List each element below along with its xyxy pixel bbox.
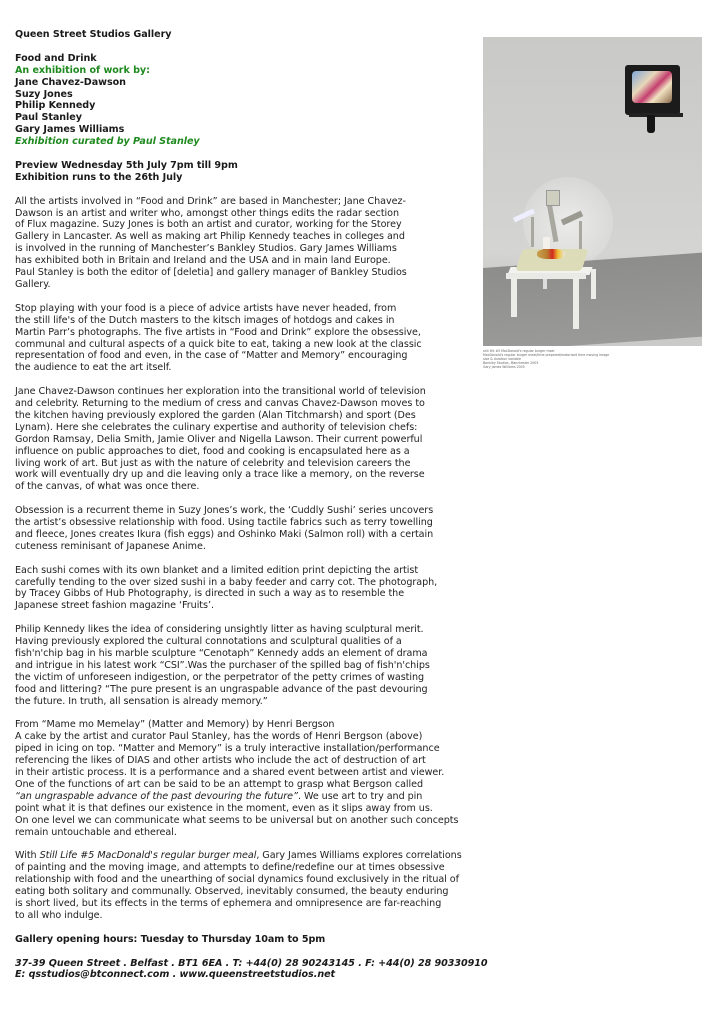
text-line: the future. In truth, all sensation is already memory.” — [15, 695, 268, 707]
artist-name: Jane Chavez-Dawson — [15, 76, 126, 88]
text-line: A cake by the artist and curator Paul Stanley, has the words of Henri Bergson (above) — [15, 731, 423, 743]
text-line: All the artists involved in “Food and Drink” are based in Manchester; Jane Chavez- — [15, 195, 406, 207]
installation-photo — [483, 37, 702, 346]
text-line: communal and cultural aspects of a quick bite to eat, taking a new look at the classic — [15, 338, 422, 350]
caption-line: MacDonald's regular burger meal/time prepared/motorised time moving image — [483, 353, 610, 357]
table-leg — [573, 277, 579, 329]
lamp-stem — [531, 217, 534, 247]
text-line: representation of food and even, in the case of “Matter and Memory” encouraging — [15, 350, 408, 362]
opening-hours: Gallery opening hours: Tuesday to Thursday 10am to 5pm — [15, 933, 326, 945]
exhibition-intro: An exhibition of work by: — [15, 64, 150, 76]
paragraph-chavez-dawson — [15, 386, 485, 493]
caption-line: still life #5 MacDonald's regular burger meal — [483, 349, 555, 353]
text-line: referencing the likes of DIAS and other artists who include the act of destruction of art — [15, 755, 426, 767]
text-fragment: , Gary James Williams explores correlations — [256, 850, 462, 862]
tv-wall-shelf — [629, 113, 683, 117]
text-line: Paul Stanley is both the editor of [deletia] and gallery manager of Bankley Studios — [15, 267, 407, 279]
press-release-text — [15, 29, 488, 981]
text-line: Lynam). Here she celebrates the culinary expertise and authority of television chefs: — [15, 421, 418, 433]
text-line: the artist’s obsessive relationship with food. Using tactile fabrics such as terry towelling — [15, 517, 433, 529]
text-line: Gallery in Lancaster. As well as making art Philip Kennedy teaches in colleges and — [15, 231, 405, 243]
text-line: is involved in the running of Manchester’s Bankley Studios. Gary James Williams — [15, 243, 397, 255]
text-line: of Flux magazine. Suzy Jones is both an artist and curator, working for the Storey — [15, 219, 402, 231]
address-line: 37-39 Queen Street . Belfast . BT1 6EA . T: +44(0) 28 90243145 . F: +44(0) 28 90330910 — [15, 957, 488, 969]
caption-line: Gary James Williams 2005 — [483, 365, 525, 369]
text-line: cuteness reminisant of Japanese Anime. — [15, 540, 206, 552]
text-line: fish'n'chip bag in his marble sculpture “Cenotaph” Kennedy adds an element of drama — [15, 648, 428, 659]
text-line: living work of art. But just as with the nature of celebrity and television careers the — [15, 457, 411, 469]
table-leg — [511, 277, 517, 317]
text-line: piped in icing on top. “Matter and Memory” is a truly interactive installation/performance — [15, 743, 440, 755]
text-line: and fleece, Jones creates Ikura (fish eggs) and Oshinko Maki (Salmon roll) with a certain — [15, 528, 434, 540]
text-line: Japanese street fashion magazine ‘Fruits’. — [15, 600, 214, 612]
preview-info: Preview Wednesday 5th July 7pm till 9pm — [15, 159, 238, 171]
tv-bracket — [647, 115, 655, 133]
text-line: Gordon Ramsay, Delia Smith, Jamie Oliver and Nigella Lawson. Their current powerful — [15, 433, 423, 445]
text-line: by Tracey Gibbs of Hub Photography, is directed in such a way as to resemble the — [15, 588, 405, 600]
text-line: the kitchen having previously explored the garden (Alan Titchmarsh) and sport (Des — [15, 409, 416, 421]
artwork-title: Still Life #5 MacDonald's regular burger meal — [39, 850, 257, 862]
text-line: relationship with food and the unearthing of social dynamics found exclusively in the ritual of — [15, 874, 459, 886]
television-icon — [625, 65, 680, 115]
text-line: point what it is that defines our existence in the moment, even as it slips away from us. — [15, 802, 433, 814]
curator-credit: Exhibition curated by Paul Stanley — [15, 136, 200, 148]
text-line: to all who indulge. — [15, 909, 103, 921]
text-line: and celebrity. Returning to the medium of cress and canvas Chavez-Dawson moves to — [15, 398, 425, 410]
text-line: food and littering? “The pure present is an ungraspable advance of the past devouring — [15, 683, 428, 695]
text-line: the victim of unforeseen indigestion, or the perpetrator of the petty crimes of wasting — [15, 671, 425, 683]
text-fragment: . We use art to try and pin — [297, 790, 423, 802]
paragraph-sushi — [15, 565, 485, 613]
camera-icon — [546, 190, 560, 206]
text-line: One of the functions of art can be said to be an attempt to grasp what Bergson called — [15, 778, 424, 790]
tv-screen — [632, 71, 672, 103]
text-line — [15, 850, 485, 862]
text-line: influence on public approaches to diet, food and cooking is encapsulated here as a — [15, 445, 410, 457]
text-line: Having previously explored the cultural connotations and sculptural qualities of a — [15, 636, 402, 648]
paragraph-suzy-jones — [15, 505, 485, 553]
text-line: work will eventually dry up and die leaving only a trace like a memory, on the reverse — [15, 469, 425, 481]
text-line: is short lived, but its effects in the terms of ephemera and omnipresence are far-reaching — [15, 898, 442, 909]
text-fragment: With — [15, 850, 40, 862]
text-line: On one level we can communicate what seems to be universal but on another such concepts — [15, 814, 459, 826]
table-leg — [591, 269, 596, 299]
exhibition-title: Food and Drink — [15, 52, 97, 64]
paragraph-philip-kennedy — [15, 624, 485, 707]
text-line: of painting and the moving image, and attempts to define/redefine our at times obsessive — [15, 862, 445, 874]
text-line: eating both solitary and communally. Observed, inevitably consumed, the beauty enduring — [15, 886, 449, 898]
text-line: of the canvas, of what was once there. — [15, 481, 200, 493]
artist-name: Gary James Williams — [15, 124, 125, 136]
photo-caption — [483, 349, 623, 369]
caption-line: size & duration variable — [483, 357, 521, 361]
text-line: has exhibited both in Britain and Ireland and the USA and in main land Europe. — [15, 255, 391, 267]
run-dates: Exhibition runs to the 26th July — [15, 171, 183, 183]
paragraph-paul-stanley — [15, 719, 485, 838]
text-line: Gallery. — [15, 278, 51, 290]
text-line: Stop playing with your food is a piece of advice artists have never headed, from — [15, 302, 397, 314]
email-web-line: E: qsstudios@btconnect.com . www.queenstreetstudios.net — [15, 969, 336, 981]
text-line: Philip Kennedy likes the idea of considering unsightly litter as having sculptural merit. — [15, 624, 424, 636]
caption-line: Bankley Studios, Manchester 2005 — [483, 361, 539, 365]
text-line: in their artistic process. It is a performance and a shared event between artist and viewer. — [15, 767, 445, 779]
text-line: Jane Chavez-Dawson continues her exploration into the transitional world of television — [15, 386, 426, 398]
text-line: carefully tending to the over sized sushi in a baby feeder and carry cot. The photograph, — [15, 576, 438, 588]
contact-info — [15, 957, 488, 982]
lamp-stem — [579, 221, 582, 249]
paragraph-overview — [15, 303, 485, 374]
text-line: the still life's of the Dutch masters to the kitsch images of hotdogs and cakes in — [15, 314, 395, 326]
text-line: From “Mame mo Memelay” (Matter and Memory) by Henri Bergson — [15, 719, 335, 731]
paragraph-gary-james-williams — [15, 850, 485, 921]
text-line: Each sushi comes with its own blanket and a limited edition print depicting the artist — [15, 564, 419, 576]
artist-name: Suzy Jones — [15, 88, 73, 100]
text-line: and intrigue in his latest work “CSI”.Was the purchaser of the spilled bag of fish'n'chips — [15, 659, 430, 671]
text-line: Obsession is a recurrent theme in Suzy Jones’s work, the ‘Cuddly Sushi’ series uncovers — [15, 505, 434, 517]
artist-name: Philip Kennedy — [15, 100, 96, 112]
text-line: the audience to eat the art itself. — [15, 362, 172, 374]
burger-meal — [537, 249, 565, 259]
text-line: Dawson is an artist and writer who, amongst other things edits the radar section — [15, 207, 400, 219]
gallery-name: Queen Street Studios Gallery — [15, 29, 172, 40]
bergson-quote: “an ungraspable advance of the past devouring the future” — [15, 790, 298, 802]
artist-name: Paul Stanley — [15, 112, 82, 124]
text-line: remain untouchable and ethereal. — [15, 826, 177, 838]
paragraph-artists-intro — [15, 196, 485, 291]
text-line — [15, 791, 485, 803]
text-line: Martin Parr’s photographs. The five artists in “Food and Drink” explore the obsessive, — [15, 326, 421, 338]
